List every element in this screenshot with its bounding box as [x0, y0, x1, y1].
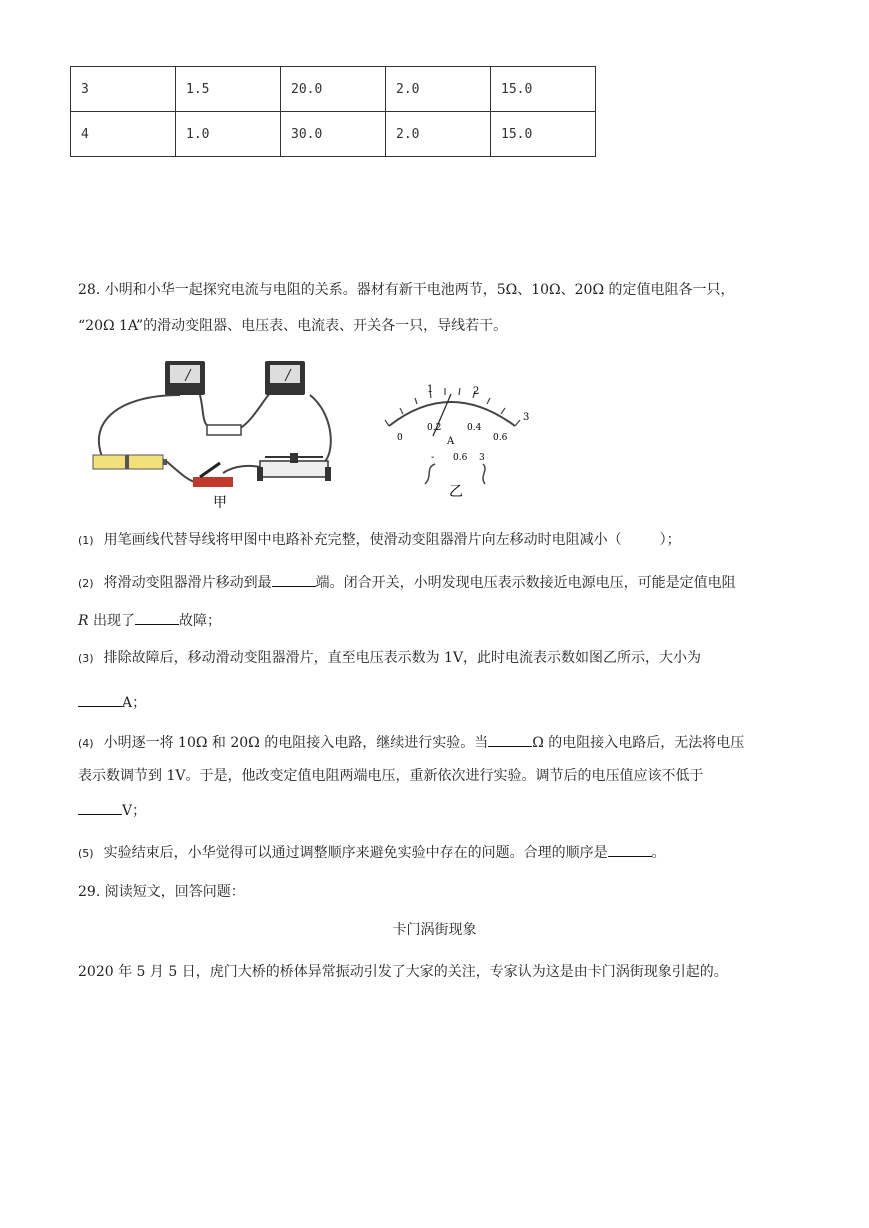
table-cell: 15.0: [491, 67, 596, 112]
scale-top-label: 2: [473, 386, 480, 397]
sub-question-tail: Ω 的电阻接入电路后，无法将电压: [532, 735, 745, 751]
table-cell: 30.0: [281, 112, 386, 157]
dial-arc: [389, 402, 515, 426]
sub-question-tail: 端。闭合开关，小明发现电压表示数接近电源电压，可能是定值电阻: [315, 575, 736, 591]
circuit-figure-jia: [85, 355, 345, 515]
sub-question-5: [78, 842, 666, 864]
ammeter-dial-figure-yi: [375, 380, 535, 505]
answer-blank[interactable]: [135, 610, 179, 625]
sub-question-3: [78, 648, 701, 669]
scale-bottom-label: 0.6: [493, 433, 508, 443]
scale-top-label: 1: [427, 384, 434, 395]
table-cell: 1.5: [176, 67, 281, 112]
voltmeter-icon: [165, 361, 205, 395]
resistor-icon: [207, 425, 241, 435]
item-marker: (1): [78, 534, 94, 547]
sub-question-4: [78, 732, 744, 754]
item-marker: (3): [78, 652, 94, 665]
wire: [310, 395, 331, 463]
scale-top-label: 3: [523, 412, 530, 423]
sub-question-2: [78, 572, 736, 594]
sub-question-1: [78, 530, 681, 551]
q29-intro: 29. 阅读短文，回答问题：: [78, 884, 245, 900]
table-cell: 4: [71, 112, 176, 157]
ammeter-icon: [265, 361, 305, 395]
sub-question-4-continued-2: [78, 800, 146, 821]
answer-blank[interactable]: [608, 842, 652, 857]
q28-line-2: “20Ω 1A”的滑动变阻器、电压表、电流表、开关各一只，导线若干。: [78, 318, 508, 334]
terminal-label: 3: [479, 453, 485, 463]
variable-r: R: [78, 613, 89, 629]
sub-question-text: 将滑动变阻器滑片移动到最: [103, 575, 272, 591]
rheostat-icon: [257, 453, 331, 481]
sub-question-3-continued: [78, 692, 146, 713]
item-marker: (2): [78, 577, 94, 590]
answer-blank[interactable]: [78, 692, 122, 707]
figure-label-yi: 乙: [449, 484, 463, 500]
sub-question-text: 小明逐一将 10Ω 和 20Ω 的电阻接入电路，继续进行实验。当: [103, 735, 489, 751]
table-row: [71, 112, 596, 157]
figure-label-jia: 甲: [213, 495, 227, 511]
sub-question-tail: A；: [122, 695, 147, 711]
terminal-label: 0.6: [453, 453, 468, 463]
scale-bottom-label: 0: [397, 433, 403, 443]
table-cell: 2.0: [386, 112, 491, 157]
item-marker: (4): [78, 737, 94, 750]
sub-question-tail: ）；: [659, 532, 681, 548]
sub-question-text: 实验结束后，小华觉得可以通过调整顺序来避免实验中存在的问题。合理的顺序是: [103, 845, 608, 861]
sub-question-text: 出现了: [93, 613, 135, 629]
sub-question-tail: 故障；: [179, 613, 221, 629]
answer-blank[interactable]: [78, 800, 122, 815]
q29-paragraph: 2020 年 5 月 5 日，虎门大桥的桥体异常振动引发了大家的关注，专家认为这是由卡门涡街现象引起的。: [78, 964, 728, 980]
table-cell: 1.0: [176, 112, 281, 157]
table-cell: 2.0: [386, 67, 491, 112]
sub-question-tail: V；: [122, 803, 147, 819]
terminal-wire: [483, 464, 485, 484]
battery-icon: [93, 455, 167, 469]
terminal-wire: [425, 464, 435, 484]
wire: [223, 466, 260, 473]
item-marker: (5): [78, 847, 94, 860]
table-row: [71, 67, 596, 112]
sub-question-tail: 。: [651, 845, 666, 861]
sub-question-text: 排除故障后，移动滑动变阻器滑片，直至电压表示数为 1V，此时电流表示数如图乙所示，大小为: [103, 650, 702, 666]
sub-question-2-continued: [78, 610, 221, 631]
terminal-label: -: [431, 452, 435, 463]
sub-question-text: 用笔画线代替导线将甲图中电路补充完整，使滑动变阻器滑片向左移动时电阻减小（: [103, 532, 622, 548]
wire: [99, 395, 180, 463]
answer-blank[interactable]: [488, 732, 532, 747]
sub-question-4-continued: 表示数调节到 1V。于是，他改变定值电阻两端电压，重新依次进行实验。调节后的电压值应该不低于: [78, 768, 704, 784]
dial-ticks: [385, 388, 520, 426]
answer-blank[interactable]: [272, 572, 316, 587]
scale-bottom-label: 0.2: [427, 423, 442, 433]
q28-line-1: 28. 小明和小华一起探究电流与电阻的关系。器材有新干电池两节，5Ω、10Ω、20Ω 的定值电阻各一只，: [78, 282, 735, 298]
meter-letter: A: [447, 436, 455, 447]
scale-bottom-label: 0.4: [467, 423, 482, 433]
table-cell: 3: [71, 67, 176, 112]
table-cell: 15.0: [491, 112, 596, 157]
table-cell: 20.0: [281, 67, 386, 112]
q29-title: 卡门涡街现象: [392, 922, 477, 938]
switch-icon: [193, 463, 233, 487]
data-table: [70, 66, 596, 157]
